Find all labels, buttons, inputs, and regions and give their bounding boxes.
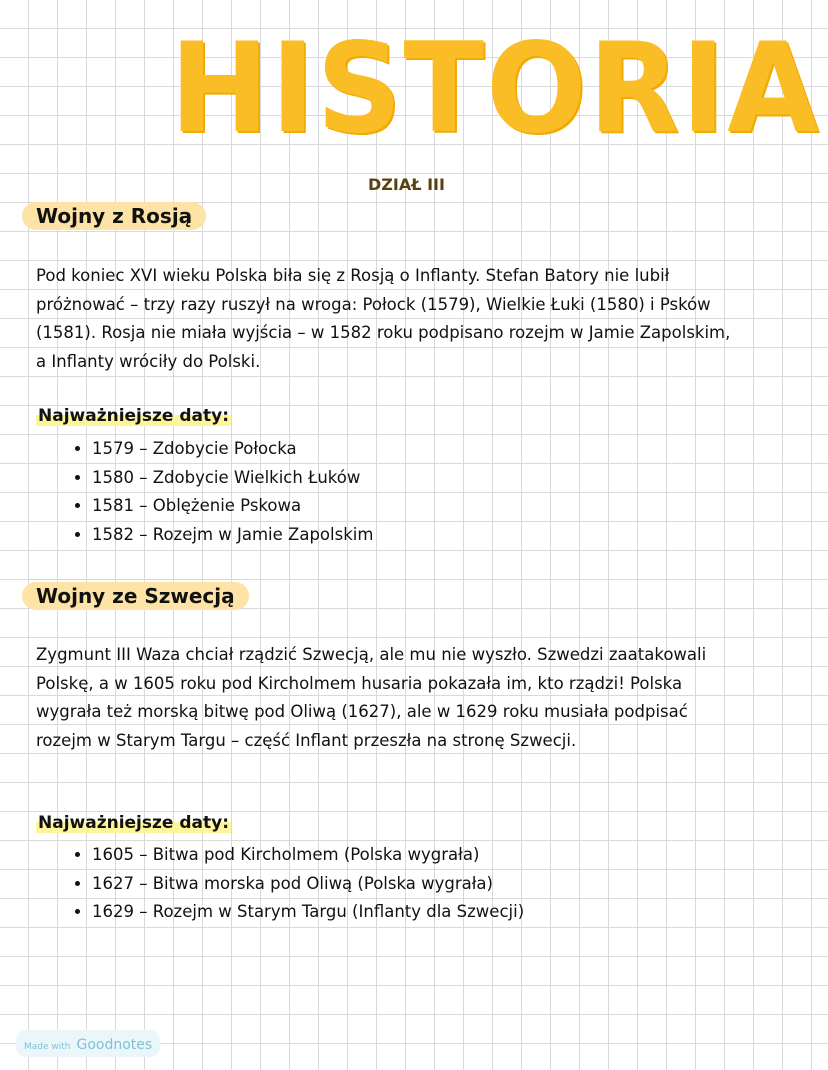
section-heading-sweden: Wojny ze Szwecją — [22, 582, 249, 610]
dates-heading-russia: Najważniejsze daty: — [38, 406, 229, 426]
section-text-russia: Pod koniec XVI wieku Polska biła się z Rosją o Inflanty. Stefan Batory nie lubił próżnować – trzy razy ruszył na wroga: Połock (1579), Wielkie Łuki (1580) i Psków (1581). Rosja nie miała wyjścia – w 1582 roku podpisano rozejm w Jamie Zapolskim, a Inflanty wróciły do Polski. — [36, 266, 731, 371]
list-item: • 1579 – Zdobycie Połocka — [92, 435, 373, 464]
dates-list-russia — [60, 435, 373, 549]
section-heading-russia: Wojny z Rosją — [22, 202, 206, 230]
section-text-sweden: Zygmunt III Waza chciał rządzić Szwecją, ale mu nie wyszło. Szwedzi zaatakowali Polskę, a w 1605 roku pod Kircholmem husaria pokazała im, kto rządzi! Polska wygrała też morską bitwę pod Oliwą (1627), ale w 1629 roku musiała podpisać rozejm w Starym Targu – część Inflant przeszła na stronę Szwecji. — [36, 645, 707, 750]
dates-heading-sweden: Najważniejsze daty: — [38, 813, 229, 833]
chapter-label: DZIAŁ III — [368, 175, 445, 194]
list-item: • 1629 – Rozejm w Starym Targu (Inflanty dla Szwecji) — [92, 898, 524, 927]
dates-list-sweden — [60, 841, 524, 927]
list-item: • 1605 – Bitwa pod Kircholmem (Polska wygrała) — [92, 841, 524, 870]
list-item: • 1627 – Bitwa morska pod Oliwą (Polska wygrała) — [92, 870, 524, 899]
brand-label: Goodnotes — [76, 1037, 153, 1053]
list-item: • 1581 – Oblężenie Pskowa — [92, 492, 373, 521]
page-title: HISTORIA — [170, 15, 821, 161]
made-with-label: Made with — [24, 1042, 71, 1052]
list-item: • 1582 – Rozejm w Jamie Zapolskim — [92, 521, 373, 550]
goodnotes-watermark — [16, 1030, 160, 1057]
list-item: • 1580 – Zdobycie Wielkich Łuków — [92, 464, 373, 493]
